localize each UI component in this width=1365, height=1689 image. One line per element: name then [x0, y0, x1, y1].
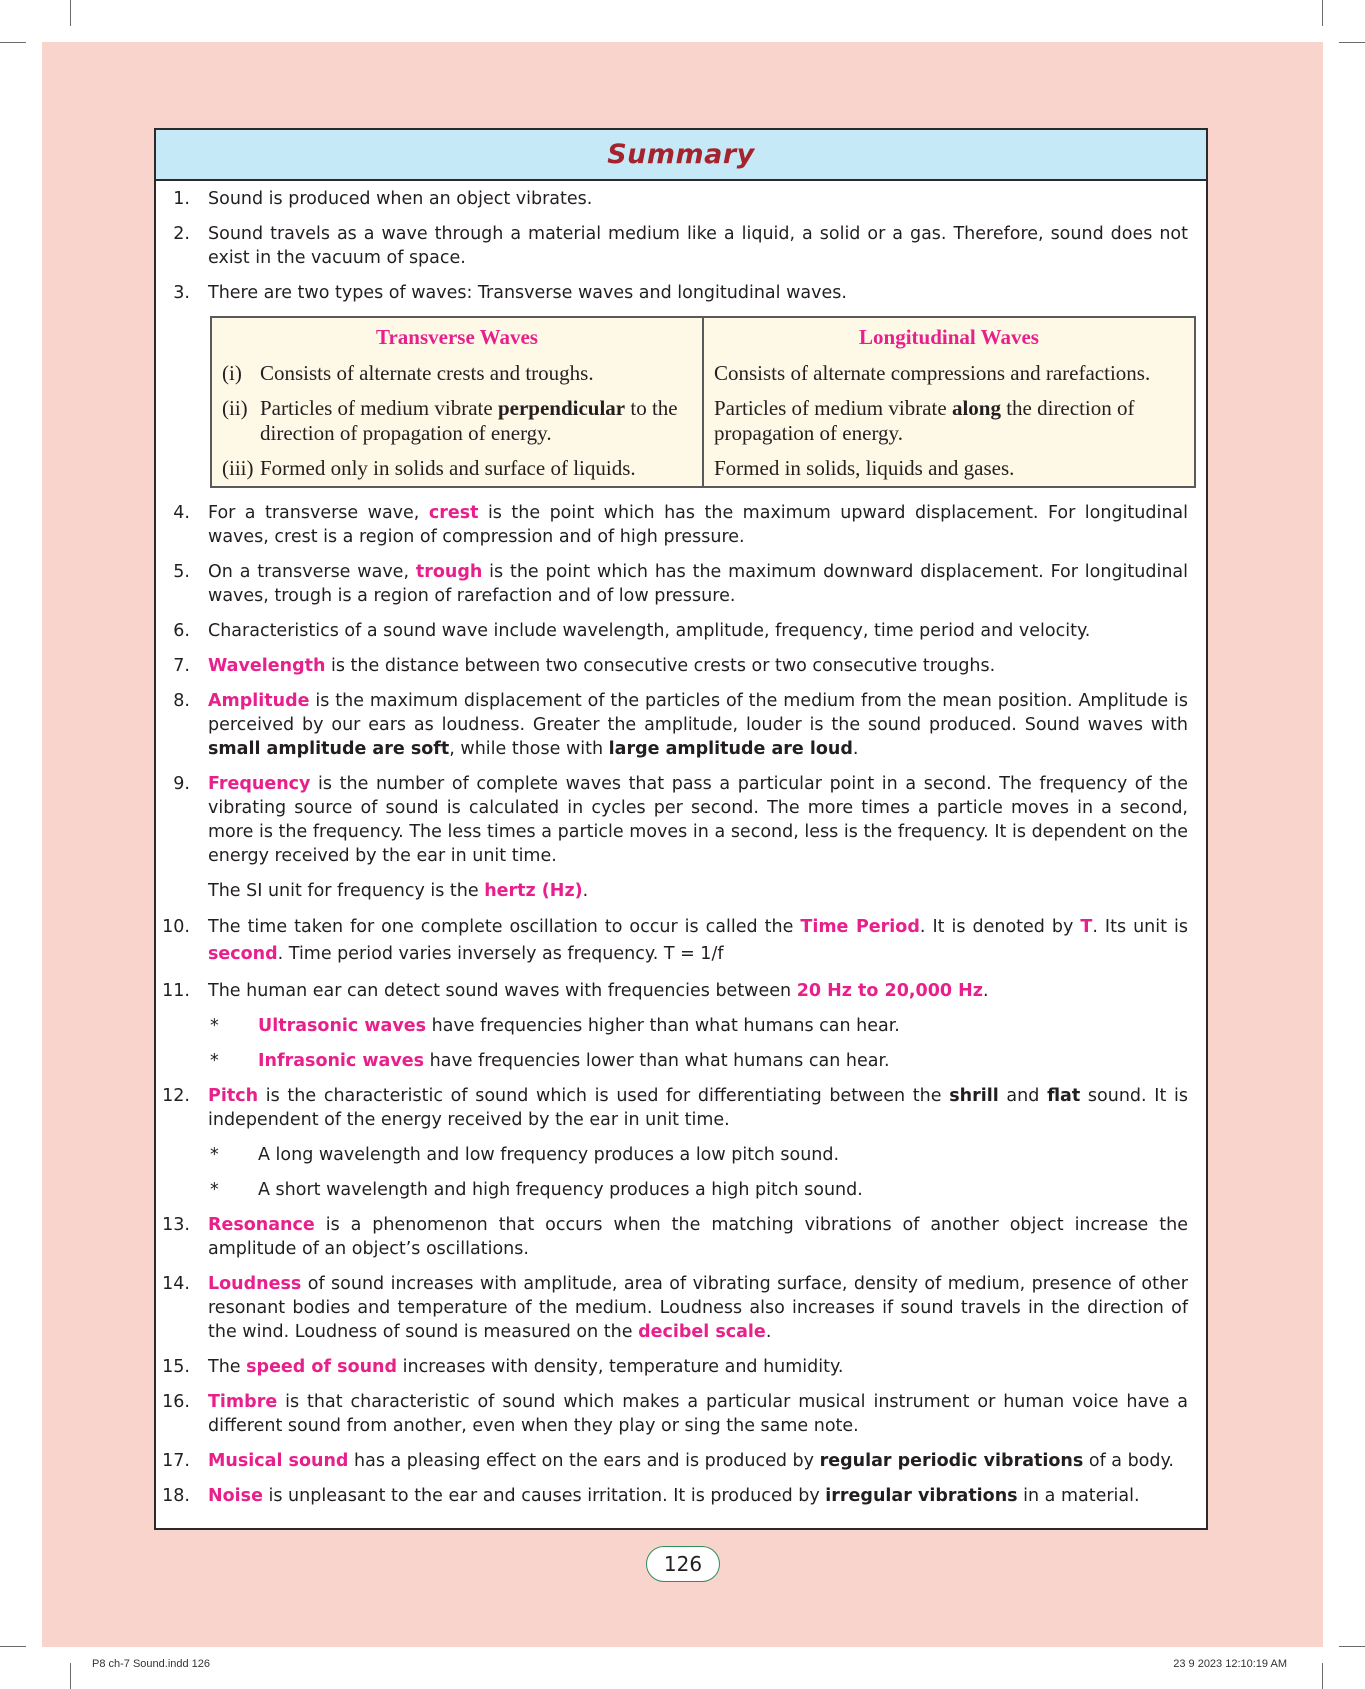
key-term: Ultrasonic waves [258, 1016, 427, 1036]
summary-title: Summary [607, 139, 755, 170]
summary-item-12 [156, 1084, 1206, 1132]
item-text: of sound increases with amplitude, area of vibrating surface, density of medium, presence of other resonant bodies and temperature of the medium. Loudness also increases if sound travels in the direction of the wind. Loudness of sound is measured on the [208, 1274, 1188, 1342]
summary-item-3 [156, 281, 1206, 305]
bold-text: large amplitude are loud [608, 739, 853, 759]
crop-mark [70, 1663, 71, 1689]
cell-text: Consists of alternate crests and troughs. [260, 361, 594, 385]
row-number: (iii) [222, 456, 254, 480]
item-number: 1. [173, 189, 190, 209]
bold-text: regular periodic vibrations [819, 1451, 1084, 1471]
item-text: has a pleasing effect on the ears and is produced by [348, 1451, 820, 1471]
item-text: . [983, 981, 989, 1001]
item-text: is a phenomenon that occurs when the matching vibrations of another object increase the amplitude of an object’s oscillations. [208, 1215, 1188, 1259]
crop-mark [1322, 1663, 1323, 1689]
row-number: (ii) [222, 396, 248, 420]
summary-item-1 [156, 187, 1206, 211]
key-term: T [1080, 917, 1093, 937]
item-text: and [998, 1086, 1048, 1106]
key-term: hertz (Hz) [484, 881, 583, 901]
item-text: . [582, 881, 589, 901]
bullet-asterisk: * [210, 1051, 219, 1071]
item-text: is the characteristic of sound which is used for differentiating between the [258, 1086, 950, 1106]
table-cell [703, 391, 1195, 451]
summary-item-17 [156, 1449, 1206, 1473]
cell-text: Formed only in solids and surface of liquids. [260, 456, 636, 480]
summary-item-10 [156, 914, 1206, 968]
item-text: in a material. [1017, 1486, 1140, 1506]
item-text: On a transverse wave, [208, 562, 416, 582]
item-text: There are two types of waves: Transverse waves and longitudinal waves. [208, 283, 847, 303]
table-header-longitudinal: Longitudinal Waves [859, 325, 1039, 349]
item-text: The human ear can detect sound waves with frequencies between [208, 981, 797, 1001]
item-number: 13. [162, 1215, 190, 1235]
item-number: 12. [162, 1086, 190, 1106]
summary-subitem [156, 1143, 1206, 1167]
crop-mark [1339, 42, 1365, 43]
table-row [211, 451, 1195, 487]
summary-item-9 [156, 772, 1206, 868]
key-term: Musical sound [208, 1451, 349, 1471]
key-term: crest [428, 503, 479, 523]
key-term: Loudness [208, 1274, 302, 1294]
summary-item-6 [156, 619, 1206, 643]
item-number: 4. [173, 503, 190, 523]
item-text: Sound is produced when an object vibrates. [208, 189, 593, 209]
key-term: Noise [208, 1486, 263, 1506]
key-term: 20 Hz to 20,000 Hz [796, 981, 983, 1001]
summary-item-15 [156, 1355, 1206, 1379]
table-cell: Formed in solids, liquids and gases. [714, 456, 1015, 480]
summary-item-11 [156, 979, 1206, 1003]
item-number: 17. [162, 1451, 190, 1471]
summary-item-16 [156, 1390, 1206, 1438]
summary-subitem [156, 1178, 1206, 1202]
cell-text: Particles of medium vibrate [714, 396, 952, 420]
item-text: , while those with [449, 739, 609, 759]
item-text: The SI unit for frequency is the [208, 881, 485, 901]
item-text: Sound travels as a wave through a material medium like a liquid, a solid or a gas. Therefore, sound does not exist in the vacuum of space. [208, 224, 1188, 268]
item-number: 8. [173, 691, 190, 711]
item-text: . [765, 1322, 772, 1342]
summary-item-9-note [156, 879, 1206, 903]
item-number: 2. [173, 224, 190, 244]
item-text: . [852, 739, 859, 759]
summary-item-4 [156, 501, 1206, 549]
item-text: . It is denoted by [919, 917, 1081, 937]
item-text: . Time period varies inversely as frequency. T = 1/f [277, 944, 724, 964]
key-term: Infrasonic waves [258, 1051, 425, 1071]
key-term: trough [415, 562, 483, 582]
row-number: (i) [222, 361, 242, 385]
summary-item-7 [156, 654, 1206, 678]
summary-item-2 [156, 222, 1206, 270]
item-number: 11. [162, 981, 190, 1001]
item-number: 9. [173, 774, 190, 794]
item-text: The time taken for one complete oscillation to occur is called the [208, 917, 801, 937]
table-header-row [211, 317, 1195, 356]
cell-text: Particles of medium vibrate [260, 396, 498, 420]
item-text: For a transverse wave, [208, 503, 429, 523]
item-text: have frequencies lower than what humans can hear. [424, 1051, 890, 1071]
item-number: 7. [173, 656, 190, 676]
key-term: Resonance [208, 1215, 315, 1235]
item-text: Characteristics of a sound wave include wavelength, amplitude, frequency, time period and velocity. [208, 621, 1091, 641]
bullet-asterisk: * [210, 1016, 219, 1036]
crop-mark [0, 1646, 26, 1647]
cell-emphasis: perpendicular [497, 396, 626, 420]
key-term: Wavelength [208, 656, 326, 676]
item-text: is the number of complete waves that pass a particular point in a second. The frequency of the vibrating source of sound is calculated in cycles per second. The more times a particle moves in a second, more is the frequency. The less times a particle moves in a second, less is the frequency. It is dependent on the energy received by the ear in unit time. [208, 774, 1188, 866]
table-row [211, 391, 1195, 451]
key-term: Pitch [208, 1086, 259, 1106]
slug-timestamp: 23 9 2023 12:10:19 AM [1173, 1658, 1287, 1670]
slug-file-info: P8 ch-7 Sound.indd 126 [92, 1658, 211, 1670]
item-text: increases with density, temperature and humidity. [397, 1357, 844, 1377]
summary-box [154, 128, 1208, 1530]
key-term: Time Period [800, 917, 920, 937]
summary-subitem [156, 1049, 1206, 1073]
item-number: 14. [162, 1274, 190, 1294]
summary-list [156, 181, 1206, 1508]
key-term: second [208, 944, 278, 964]
bullet-asterisk: * [210, 1145, 219, 1165]
item-text: is the maximum displacement of the particles of the medium from the mean position. Amplitude is perceived by our ears as loudness. Greater the amplitude, louder is the sound produced. Sound waves with [208, 691, 1188, 735]
item-text: sound. It is independent of the energy received by the ear in unit time. [208, 1086, 1188, 1130]
summary-item-13 [156, 1213, 1206, 1261]
item-text: The [208, 1357, 247, 1377]
bullet-asterisk: * [210, 1180, 219, 1200]
crop-mark [1339, 1646, 1365, 1647]
summary-item-18 [156, 1484, 1206, 1508]
item-number: 10. [162, 917, 190, 937]
key-term: speed of sound [246, 1357, 398, 1377]
item-number: 5. [173, 562, 190, 582]
key-term: Frequency [208, 774, 311, 794]
table-cell [211, 356, 703, 391]
item-number: 18. [162, 1486, 190, 1506]
item-text: . Its unit is [1092, 917, 1188, 937]
item-text: have frequencies higher than what humans can hear. [426, 1016, 900, 1036]
key-term: Timbre [208, 1392, 278, 1412]
cell-emphasis: along [951, 396, 1001, 420]
page-number: 126 [646, 1546, 720, 1582]
table-cell [211, 451, 703, 487]
table-header-transverse: Transverse Waves [211, 317, 703, 356]
item-text: of a body. [1083, 1451, 1174, 1471]
key-term: decibel scale [638, 1322, 766, 1342]
item-number: 3. [173, 283, 190, 303]
wave-comparison-table [210, 316, 1196, 488]
item-text: is that characteristic of sound which makes a particular musical instrument or human voice have a different sound from another, even when they play or sing the same note. [208, 1392, 1188, 1436]
bold-text: small amplitude are soft [208, 739, 450, 759]
bold-text: irregular vibrations [825, 1486, 1018, 1506]
crop-mark [0, 42, 26, 43]
summary-item-14 [156, 1272, 1206, 1344]
item-text: is the point which has the maximum upward displacement. For longitudinal waves, crest is a region of compression and of high pressure. [208, 503, 1188, 547]
item-number: 6. [173, 621, 190, 641]
summary-subitem [156, 1014, 1206, 1038]
summary-title-bar [156, 130, 1206, 181]
item-text: A long wavelength and low frequency produces a low pitch sound. [258, 1145, 840, 1165]
item-text: is the distance between two consecutive crests or two consecutive troughs. [325, 656, 996, 676]
item-number: 16. [162, 1392, 190, 1412]
crop-mark [1322, 0, 1323, 26]
table-cell: Consists of alternate compressions and rarefactions. [714, 361, 1151, 385]
item-text: is the point which has the maximum downward displacement. For longitudinal waves, trough is a region of rarefaction and of low pressure. [208, 562, 1188, 606]
key-term: Amplitude [208, 691, 310, 711]
item-text: A short wavelength and high frequency produces a high pitch sound. [258, 1180, 863, 1200]
cell-text: the direction of propagation of energy. [714, 396, 1135, 445]
item-text: is unpleasant to the ear and causes irritation. It is produced by [262, 1486, 826, 1506]
item-number: 15. [162, 1357, 190, 1377]
bold-text: shrill [949, 1086, 999, 1106]
summary-item-8 [156, 689, 1206, 761]
table-cell [211, 391, 703, 451]
bold-text: flat [1047, 1086, 1081, 1106]
crop-mark [70, 0, 71, 26]
summary-item-5 [156, 560, 1206, 608]
cell-text: to the direction of propagation of energy. [260, 396, 678, 445]
table-row [211, 356, 1195, 391]
